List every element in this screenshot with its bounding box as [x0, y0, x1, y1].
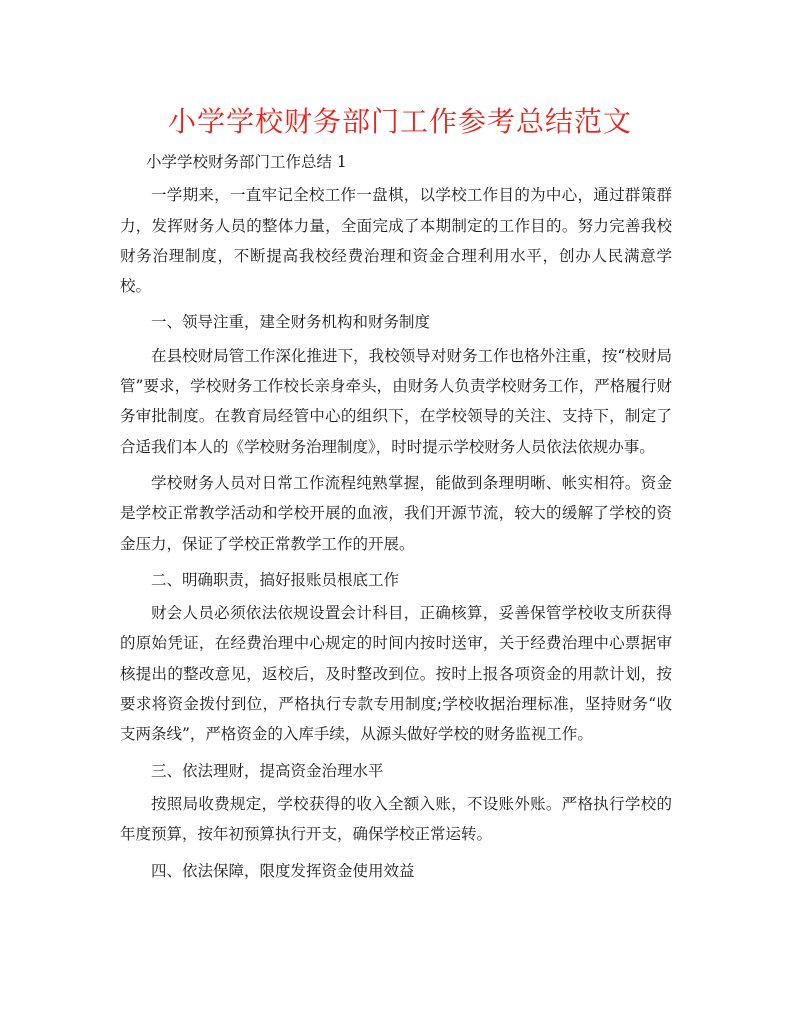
- section-heading-4: 四、依法保障，限度发挥资金使用效益: [151, 861, 415, 880]
- document-subtitle: 小学学校财务部门工作总结 1: [146, 153, 347, 171]
- section-heading-1: 一、领导注重，建全财务机构和财务制度: [151, 313, 431, 332]
- paragraph-section-1: 在县校财局管工作深化推进下，我校领导对财务工作也格外注重，按“校财局管”要求，学校财务工作校长亲身牵头，由财务人负责学校财务工作，严格履行财务审批制度。在教育局经管中心的组织下，在学校领导的关注、支持下，制定了合适我们本人的《学校财务治理制度》，时时提示学校财务人员依法依规办事。: [120, 346, 672, 456]
- document-body: [120, 147, 672, 889]
- paragraph-section-3: 按照局收费规定，学校获得的收入全额入账，不设账外账。严格执行学校的年度预算，按年初预算执行开支，确保学校正常运转。: [120, 794, 672, 844]
- section-heading-2: 二、明确职责，搞好报账员根底工作: [151, 570, 400, 589]
- paragraph-section-2: 财会人员必须依法依规设置会计科目，正确核算，妥善保管学校收支所获得的原始凭证，在经费治理中心规定的时间内按时送审，关于经费治理中心票据审核提出的整改意见，返校后，及时整改到位。按时上报各项资金的用款计划，按要求将资金拨付到位，严格执行专款专用制度;学校收据治理标准，坚持财务“收支两条线”，严格资金的入库手续，从源头做好学校的财务监视工作。: [120, 604, 672, 744]
- document-title: 小学学校财务部门工作参考总结范文: [167, 105, 632, 138]
- paragraph-intro: 一学期来，一直牢记全校工作一盘棋，以学校工作目的为中心，通过群策群力，发挥财务人员的整体力量，全面完成了本期制定的工作目的。努力完善我校财务治理制度，不断提高我校经费治理和资金合理利用水平，创办人民满意学校。: [120, 186, 672, 296]
- section-heading-3: 三、依法理财，提高资金治理水平: [151, 761, 384, 780]
- paragraph-section-1-b: 学校财务人员对日常工作流程纯熟掌握，能做到条理明晰、帐实相符。资金是学校正常教学活动和学校开展的血液，我们开源节流，较大的缓解了学校的资金压力，保证了学校正常教学工作的开展。: [120, 473, 672, 553]
